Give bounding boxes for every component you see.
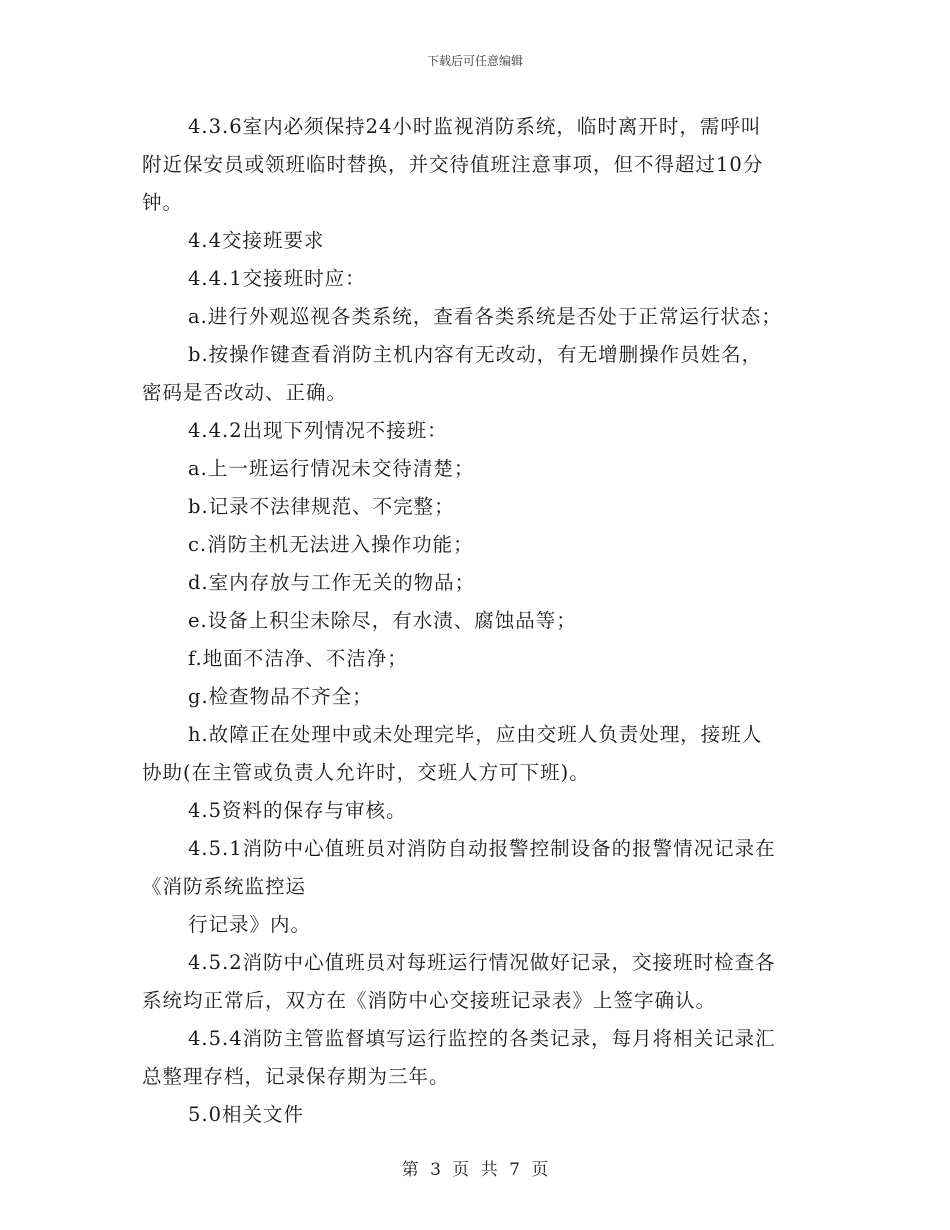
list-item: d.室内存放与工作无关的物品； [188,571,476,594]
paragraph-line: 4.5.2消防中心值班员对每班运行情况做好记录，交接班时检查各 [188,951,776,974]
paragraph-line: 附近保安员或领班临时替换，并交待值班注意事项，但不得超过10分 [142,153,764,176]
paragraph-line: 钟。 [142,191,184,214]
list-item: a.上一班运行情况未交待清楚； [188,457,475,480]
list-item: a.进行外观巡视各类系统，查看各类系统是否处于正常运行状态； [188,305,782,328]
section-heading: 4.4交接班要求 [188,229,325,252]
section-heading: 4.5资料的保存与审核。 [188,799,407,822]
list-item: e.设备上积尘未除尽，有水渍、腐蚀品等； [188,609,577,632]
list-item: b.记录不法律规范、不完整； [188,495,455,518]
paragraph-line: 密码是否改动、正确。 [142,381,348,404]
section-heading: 5.0相关文件 [188,1103,305,1126]
page-header: 下载后可任意编辑 [426,54,523,68]
paragraph-line: 总整理存档，记录保存期为三年。 [142,1065,450,1088]
paragraph-line: 协助(在主管或负责人允许时，交班人方可下班)。 [142,761,590,784]
paragraph-line: 4.3.6室内必须保持24小时监视消防系统，临时离开时，需呼叫 [188,115,762,138]
list-item: b.按操作键查看消防主机内容有无改动，有无增删操作员姓名， [188,343,763,366]
paragraph-line: 4.5.4消防主管监督填写运行监控的各类记录，每月将相关记录汇 [188,1027,776,1050]
paragraph-line: 系统均正常后，双方在《消防中心交接班记录表》上签字确认。 [142,989,717,1012]
page-footer: 第 3 页 共 7 页 [401,1160,549,1180]
list-item: c.消防主机无法进入操作功能； [188,533,474,556]
list-item: h.故障正在处理中或未处理完毕，应由交班人负责处理，接班人 [188,723,763,746]
list-item: f.地面不洁净、不洁净； [188,647,408,670]
paragraph-line: 4.4.1交接班时应： [188,267,366,290]
paragraph-line: 行记录》内。 [188,913,312,936]
list-item: g.检查物品不齐全； [188,685,373,708]
paragraph-line: 《消防系统监控运 [142,875,307,898]
paragraph-line: 4.5.1消防中心值班员对消防自动报警控制设备的报警情况记录在 [188,837,776,860]
paragraph-line: 4.4.2出现下列情况不接班： [188,419,448,442]
document-body [142,108,822,1134]
